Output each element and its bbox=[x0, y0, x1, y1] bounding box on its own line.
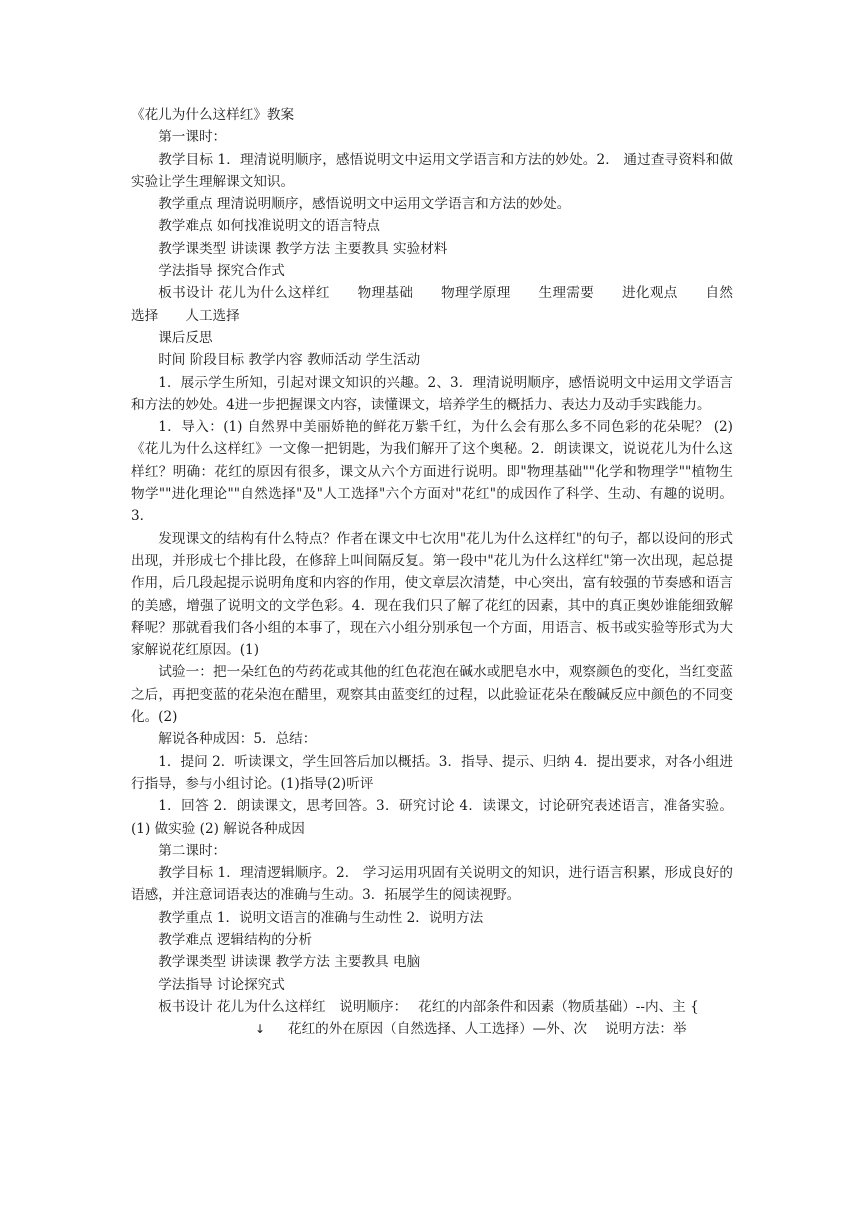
paragraph: 解说各种成因：5．总结： bbox=[158, 731, 317, 748]
paragraph: 教学重点 1．说明文语言的准确与生动性 2．说明方法 bbox=[158, 909, 484, 926]
paragraph: 时间 阶段目标 教学内容 教师活动 学生活动 bbox=[158, 352, 421, 369]
paragraph: 教学目标 1．理清逻辑顺序。2． 学习运用巩固有关说明文的知识，进行语言积累，形成良好的语感，并注意词语表达的准确与生动。3．拓展学生的阅读视野。 bbox=[131, 865, 733, 904]
paragraph: 第二课时： bbox=[158, 842, 227, 859]
paragraph: 课后反思 bbox=[158, 329, 213, 346]
down-arrow-icon: ↓ bbox=[255, 1022, 266, 1037]
paragraph: 板书设计 花儿为什么这样红 说明顺序： 花红的内部条件和因素（物质基础）--内、主 { bbox=[158, 998, 699, 1015]
paragraph: 教学难点 如何找准说明文的语言特点 bbox=[158, 218, 381, 235]
paragraph: 1．导入：(1) 自然界中美丽娇艳的鲜花万紫千红，为什么会有那么多不同色彩的花朵呢？ (2)《花儿为什么这样红》一文像一把钥匙，为我们解开了这个奥秘。2．朗读课文，说说花儿为什么这样红？明确：花红的原因有很多，课文从六个方面进行说明。即"物理基础""化学和物理学""植物生物学""进化理论""自然选择"及"人工选择"六个方面对"花红"的成因作了科学、生动、有趣的说明。3． bbox=[131, 419, 733, 525]
paragraph: 1．回答 2．朗读课文，思考回答。3．研究讨论 4．读课文，讨论研究表述语言，准备实验。(1) 做实验 (2) 解说各种成因 bbox=[131, 798, 733, 837]
board-design-last-line bbox=[131, 1018, 733, 1040]
paragraph: 教学课类型 讲读课 教学方法 主要教具 实验材料 bbox=[158, 240, 448, 257]
paragraph: 板书设计 花儿为什么这样红 物理基础 物理学原理 生理需要 进化观点 自然选择 人工选择 bbox=[131, 285, 733, 324]
paragraph: 教学重点 理清说明顺序，感悟说明文中运用文学语言和方法的妙处。 bbox=[158, 196, 571, 213]
paragraph: 教学难点 逻辑结构的分析 bbox=[158, 931, 313, 948]
document-body bbox=[131, 104, 733, 1040]
paragraph: 学法指导 探究合作式 bbox=[158, 263, 285, 280]
paragraph: 1．展示学生所知，引起对课文知识的兴趣。2、3．理清说明顺序，感悟说明文中运用文学语言和方法的妙处。4进一步把握课文内容，读懂课文，培养学生的概括力、表达力及动手实践能力。 bbox=[131, 374, 733, 413]
paragraph: 学法指导 讨论探究式 bbox=[158, 976, 285, 993]
paragraph: 发现课文的结构有什么特点？作者在课文中七次用"花儿为什么这样红"的句子，都以设问的形式出现，并形成七个排比段，在修辞上叫间隔反复。第一段中"花儿为什么这样红"第一次出现，起总提作用，后几段起提示说明角度和内容的作用，使文章层次清楚，中心突出，富有较强的节奏感和语言的美感，增强了说明文的文学色彩。4．现在我们只了解了花红的因素，其中的真正奥妙谁能细致解释呢？那就看我们各小组的本事了，现在六小组分别承包一个方面，用语言、板书或实验等形式为大家解说花红原因。(1) bbox=[131, 530, 733, 659]
paragraph: 第一课时： bbox=[158, 129, 227, 146]
paragraph: 教学目标 1．理清说明顺序，感悟说明文中运用文学语言和方法的妙处。2． 通过查寻资料和做实验让学生理解课文知识。 bbox=[131, 151, 733, 190]
board-design-continuation: 花红的外在原因（自然选择、人工选择）—外、次 说明方法：举 bbox=[288, 1021, 687, 1038]
paragraph: 教学课类型 讲读课 教学方法 主要教具 电脑 bbox=[158, 954, 421, 971]
document-title: 《花儿为什么这样红》教案 bbox=[131, 107, 295, 123]
paragraph: 1．提问 2．听读课文，学生回答后加以概括。3．指导、提示、归纳 4．提出要求，对各小组进行指导，参与小组讨论。(1)指导(2)听评 bbox=[131, 753, 733, 792]
paragraph: 试验一：把一朵红色的芍药花或其他的红色花泡在碱水或肥皂水中，观察颜色的变化，当红变蓝之后，再把变蓝的花朵泡在醋里，观察其由蓝变红的过程，以此验证花朵在酸碱反应中颜色的不同变化。(2) bbox=[131, 664, 733, 726]
